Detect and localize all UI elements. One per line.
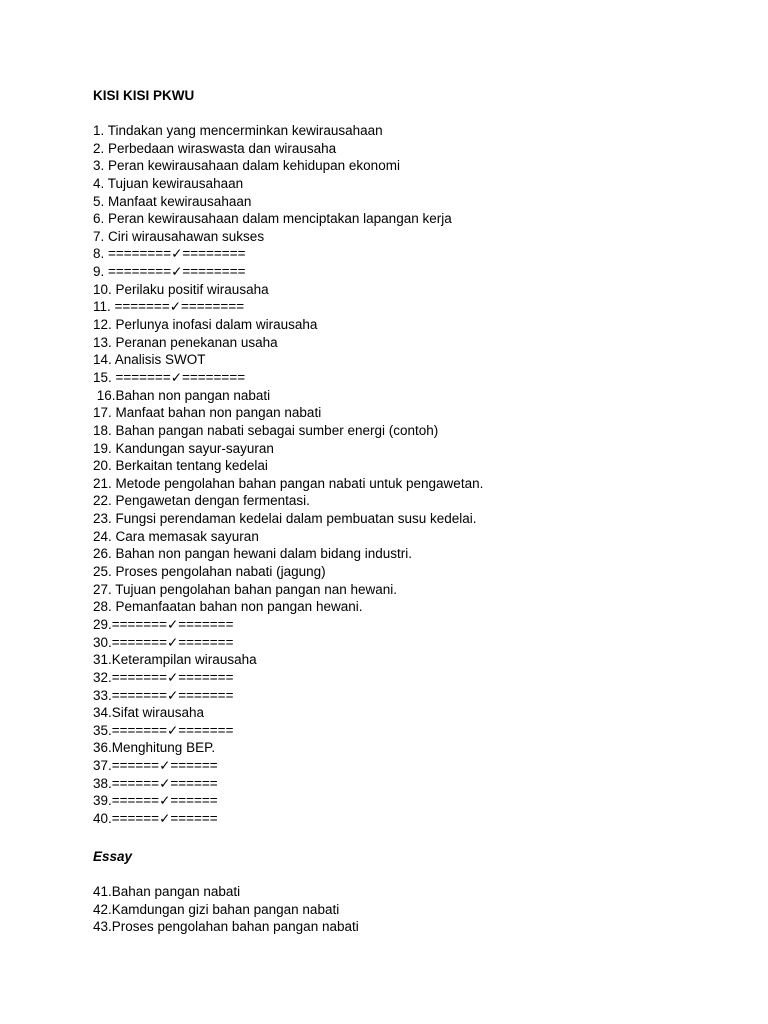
list-item: 21. Metode pengolahan bahan pangan nabati untuk pengawetan. <box>93 475 484 491</box>
list-item: 30.=======✓======= <box>93 634 234 650</box>
list-item: 1. Tindakan yang mencerminkan kewirausahaan <box>93 123 383 138</box>
list-item: 37.======✓====== <box>93 758 218 774</box>
essay-item: 41.Bahan pangan nabati <box>93 884 241 899</box>
list-item: 8. ========✓======== <box>93 246 246 262</box>
list-item: 27. Tujuan pengolahan bahan pangan nan hewani. <box>93 581 398 597</box>
list-item: 7. Ciri wirausahawan sukses <box>93 228 265 244</box>
list-item: 19. Kandungan sayur-sayuran <box>93 440 274 456</box>
list-item: 23. Fungsi perendaman kedelai dalam pembuatan susu kedelai. <box>93 511 477 527</box>
list-item: 40.======✓====== <box>93 810 218 826</box>
list-item: 17. Manfaat bahan non pangan nabati <box>93 405 322 421</box>
list-item: 15. =======✓======== <box>93 369 246 385</box>
list-item: 28. Pemanfaatan bahan non pangan hewani. <box>93 599 363 615</box>
document-title: KISI KISI PKWU <box>93 88 195 103</box>
essay-item: 43.Proses pengolahan bahan pangan nabati <box>93 919 359 935</box>
question-list <box>93 122 483 828</box>
list-item: 34.Sifat wirausaha <box>93 705 205 721</box>
list-item: 13. Peranan penekanan usaha <box>93 334 278 350</box>
essay-item: 42.Kamdungan gizi bahan pangan nabati <box>93 901 340 917</box>
list-item: 6. Peran kewirausahaan dalam menciptakan lapangan kerja <box>93 211 452 227</box>
list-item: 16.Bahan non pangan nabati <box>93 387 271 403</box>
list-item: 33.=======✓======= <box>93 687 234 703</box>
list-item: 25. Proses pengolahan nabati (jagung) <box>93 564 326 580</box>
list-item: 31.Keterampilan wirausaha <box>93 652 257 668</box>
essay-heading: Essay <box>93 849 133 864</box>
list-item: 20. Berkaitan tentang kedelai <box>93 458 268 474</box>
list-item: 36.Menghitung BEP. <box>93 740 216 756</box>
list-item: 18. Bahan pangan nabati sebagai sumber energi (contoh) <box>93 422 439 438</box>
list-item: 39.======✓====== <box>93 793 218 809</box>
list-item: 12. Perlunya inofasi dalam wirausaha <box>93 317 318 333</box>
list-item: 5. Manfaat kewirausahaan <box>93 193 252 209</box>
list-item: 32.=======✓======= <box>93 669 234 685</box>
list-item: 22. Pengawetan dengan fermentasi. <box>93 493 310 509</box>
list-item: 4. Tujuan kewirausahaan <box>93 175 244 191</box>
list-item: 11. =======✓======== <box>93 299 245 315</box>
list-item: 14. Analisis SWOT <box>93 352 206 368</box>
list-item: 10. Perilaku positif wirausaha <box>93 281 269 297</box>
list-item: 2. Perbedaan wiraswasta dan wirausaha <box>93 140 337 156</box>
list-item: 38.======✓====== <box>93 775 218 791</box>
list-item: 26. Bahan non pangan hewani dalam bidang industri. <box>93 546 412 562</box>
list-item: 35.=======✓======= <box>93 722 234 738</box>
list-item: 9. ========✓======== <box>93 264 246 280</box>
essay-list <box>93 883 359 936</box>
list-item: 3. Peran kewirausahaan dalam kehidupan ekonomi <box>93 158 400 174</box>
list-item: 29.=======✓======= <box>93 616 234 632</box>
list-item: 24. Cara memasak sayuran <box>93 528 259 544</box>
